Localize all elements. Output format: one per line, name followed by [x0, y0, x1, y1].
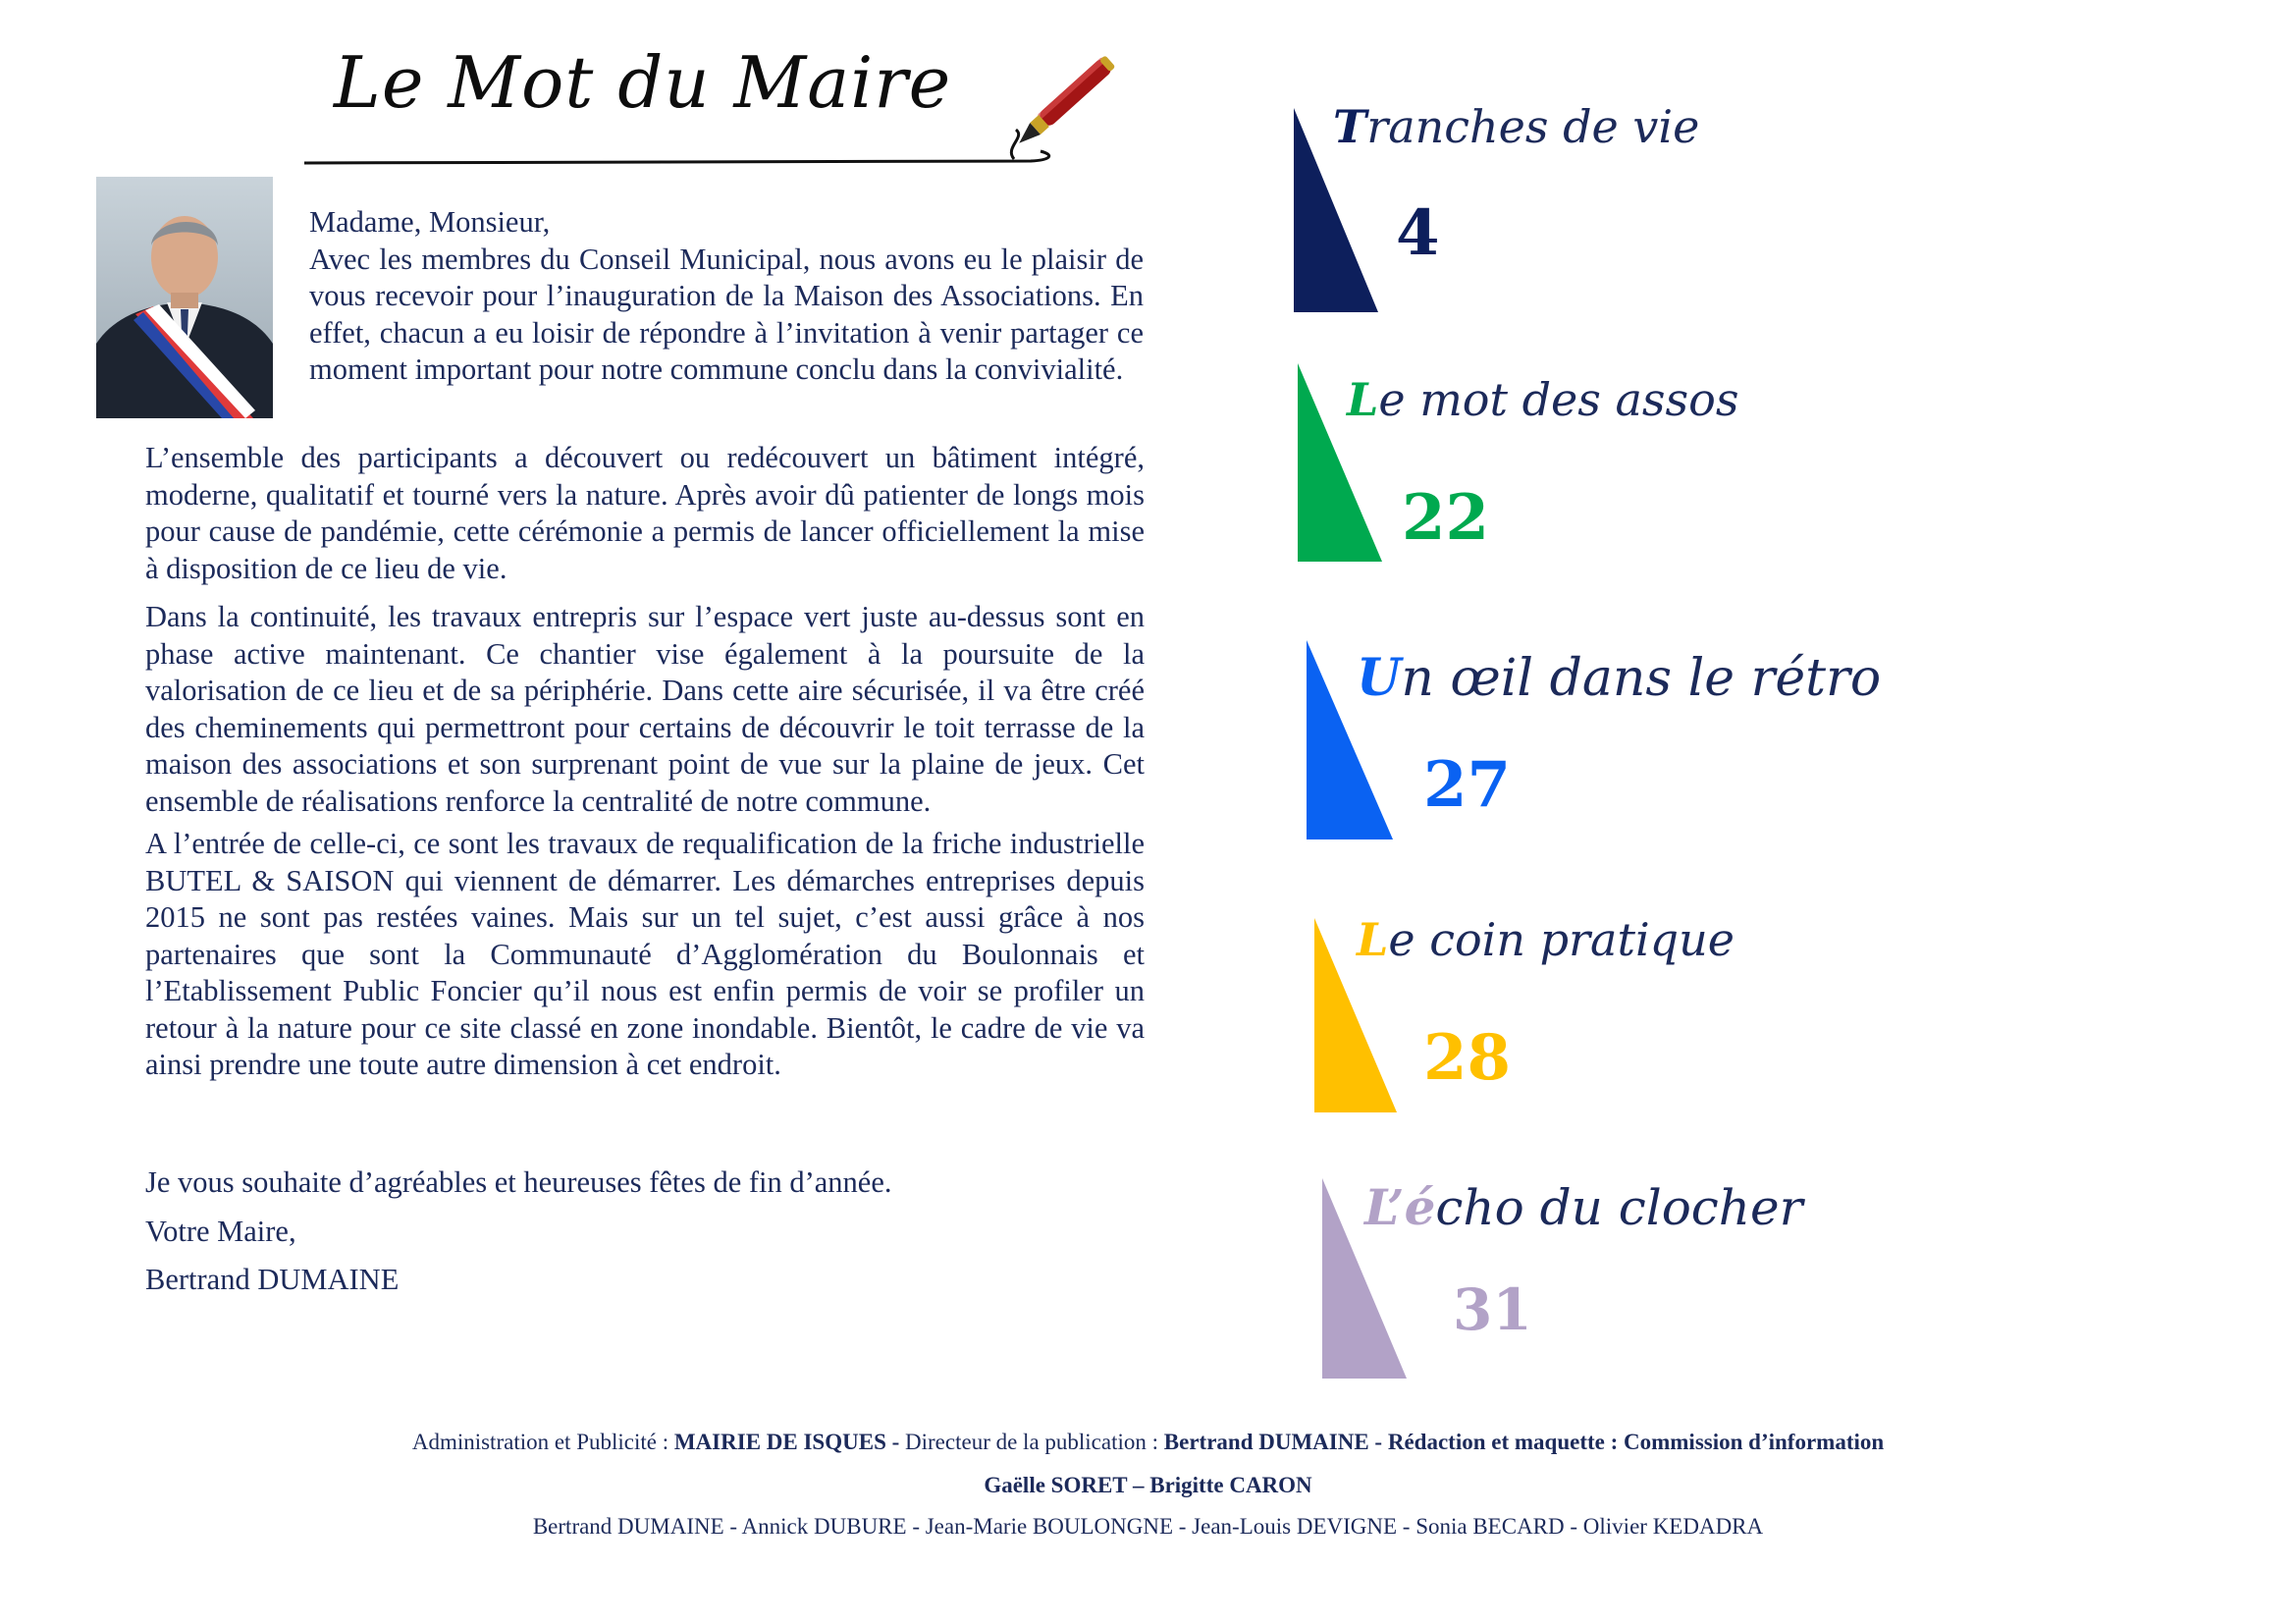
- title-underline: [304, 147, 1060, 167]
- salutation: Madame, Monsieur,: [309, 205, 551, 239]
- toc-title: cho du clocher: [1435, 1179, 1803, 1236]
- toc-title-initial: L: [1347, 373, 1379, 426]
- toc-title: e mot des assos: [1378, 373, 1739, 426]
- sign-name: Bertrand DUMAINE: [145, 1263, 400, 1296]
- wishes: Je vous souhaite d’agréables et heureuses fêtes de fin d’année.: [145, 1165, 892, 1199]
- footer-director-label: Directeur de la publication :: [905, 1430, 1164, 1454]
- letter-intro: [309, 204, 1144, 389]
- toc-title-initial: T: [1333, 100, 1367, 153]
- toc-page-number: 31: [1453, 1276, 1532, 1343]
- toc-page-number: 4: [1396, 196, 1440, 270]
- footer-editors: Gaëlle SORET – Brigitte CARON: [984, 1473, 1312, 1497]
- mayor-portrait: [96, 177, 273, 418]
- toc-page-number: 22: [1402, 481, 1490, 555]
- sign-role: Votre Maire,: [145, 1214, 296, 1248]
- toc-title: e coin pratique: [1388, 913, 1735, 966]
- letter-closing: [145, 1164, 1029, 1311]
- footer-credits: [0, 1430, 2296, 1455]
- toc-title: ranches de vie: [1366, 100, 1700, 153]
- letter-body: [145, 440, 1145, 1090]
- paragraph-4: A l’entrée de celle-ci, ce sont les travaux de requalification de la friche industrielle BUTEL & SAISON qui viennent de démarrer. Les démarches entreprises depuis 2015 ne sont pas restées vaines. Mais sur un tel sujet, c’est aussi grâce à nos partenaires que sont la Communauté d’Agglomération du Boulonnais et l’Etablissement Public Foncier qu’il nous est enfin permis de voir se profiler un retour à la nature pour ce site classé en zone inondable. Bientôt, le cadre de vie va ainsi prendre une toute autre dimension à cet endroit.: [145, 827, 1145, 1081]
- footer-admin-label: Administration et Publicité :: [411, 1430, 674, 1454]
- page-title: Le Mot du Maire: [334, 41, 952, 124]
- toc-page-number: 28: [1423, 1021, 1512, 1095]
- paragraph-1: Avec les membres du Conseil Municipal, nous avons eu le plaisir de vous recevoir pour l’inauguration de la Maison des Associations. En effet, chacun a eu loisir de répondre à l’invitation à venir partager ce moment important pour notre commune conclu dans la convivialité.: [309, 242, 1144, 386]
- paragraph-3: Dans la continuité, les travaux entrepris sur l’espace vert juste au-dessus sont en phase active maintenant. Ce chantier vise également à la poursuite de la valorisation de ce lieu et de sa périphérie. Dans cette aire sécurisée, il va être créé des cheminements qui permettront pour certains de découvrir le toit terrasse de la maison des associations et son surprenant point de vue sur la plaine de jeux. Cet ensemble de réalisations renforce la centralité de notre commune.: [145, 600, 1145, 818]
- toc-title: n œil dans le rétro: [1401, 649, 1882, 708]
- toc-title-initial: L’é: [1364, 1178, 1436, 1236]
- fountain-pen-icon: [996, 39, 1134, 167]
- toc-title-initial: U: [1357, 648, 1402, 708]
- toc-title-initial: L: [1357, 913, 1389, 966]
- footer-committee: Bertrand DUMAINE - Annick DUBURE - Jean-Marie BOULONGNE - Jean-Louis DEVIGNE - Sonia BECARD - Olivier KEDADRA: [532, 1514, 1764, 1539]
- footer-director-value: Bertrand DUMAINE - Rédaction et maquette : Commission d’information: [1163, 1430, 1885, 1454]
- paragraph-2: L’ensemble des participants a découvert ou redécouvert un bâtiment intégré, moderne, qualitatif et tourné vers la nature. Après avoir dû patienter de longs mois pour cause de pandémie, cette cérémonie a permis de lancer officiellement la mise à disposition de ce lieu de vie.: [145, 441, 1145, 585]
- footer-admin-value: MAIRIE DE ISQUES -: [673, 1430, 906, 1454]
- toc-page-number: 27: [1423, 748, 1512, 822]
